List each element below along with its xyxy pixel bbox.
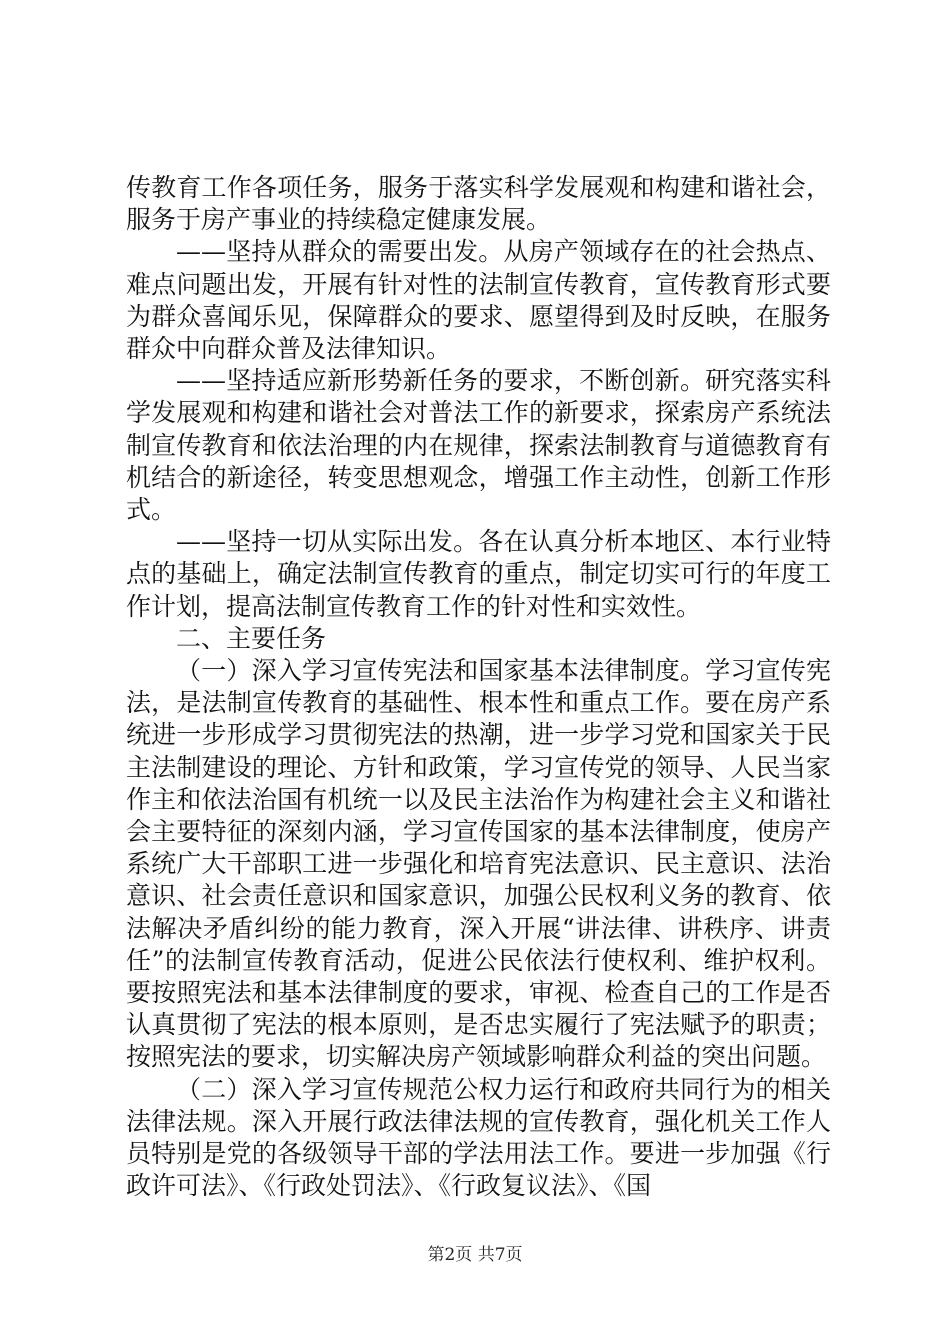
- paragraph-principle-3: ——坚持一切从实际出发。各在认真分析本地区、本行业特点的基础上，确定法制宣传教育的重点，制定切实可行的年度工作计划，提高法制宣传教育工作的针对性和实效性。: [126, 527, 831, 621]
- paragraph-principle-1: ——坚持从群众的需要出发。从房产领域存在的社会热点、难点问题出发，开展有针对性的法制宣传教育，宣传教育形式要为群众喜闻乐见，保障群众的要求、愿望得到及时反映，在服务群众中向群众普及法律知识。: [126, 237, 831, 364]
- paragraph-task-2: （二）深入学习宣传规范公权力运行和政府共同行为的相关法律法规。深入开展行政法律法规的宣传教育，强化机关工作人员特别是党的各级领导干部的学法用法工作。要进一步加强《行政许可法》、《行政处罚法》、《行政复议法》、《国: [126, 1074, 831, 1201]
- document-body: [126, 172, 831, 1203]
- paragraph-task-1: （一）深入学习宣传宪法和国家基本法律制度。学习宣传宪法，是法制宣传教育的基础性、根本性和重点工作。要在房产系统进一步形成学习贯彻宪法的热潮，进一步学习党和国家关于民主法制建设的理论、方针和政策，学习宣传党的领导、人民当家作主和依法治国有机统一以及民主法治作为构建社会主义和谐社会主要特征的深刻内涵，学习宣传国家的基本法律制度，使房产系统广大干部职工进一步强化和培育宪法意识、民主意识、法治意识、社会责任意识和国家意识，加强公民权利义务的教育、依法解决矛盾纠纷的能力教育，深入开展“讲法律、讲秩序、讲责任”的法制宣传教育活动，促进公民依法行使权利、维护权利。要按照宪法和基本法律制度的要求，审视、检查自己的工作是否认真贯彻了宪法的根本原则，是否忠实履行了宪法赋予的职责；按照宪法的要求，切实解决房产领域影响群众利益的突出问题。: [126, 656, 831, 1072]
- paragraph-principle-2: ——坚持适应新形势新任务的要求，不断创新。研究落实科学发展观和构建和谐社会对普法工作的新要求，探索房产系统法制宣传教育和依法治理的内在规律，探索法制教育与道德教育有机结合的新途径，转变思想观念，增强工作主动性，创新工作形式。: [126, 366, 831, 525]
- section-heading-main-tasks: 二、主要任务: [176, 623, 327, 653]
- page-number: 第2页 共7页: [427, 1245, 523, 1265]
- paragraph-continuation: 传教育工作各项任务，服务于落实科学发展观和构建和谐社会，服务于房产事业的持续稳定健康发展。: [126, 173, 831, 235]
